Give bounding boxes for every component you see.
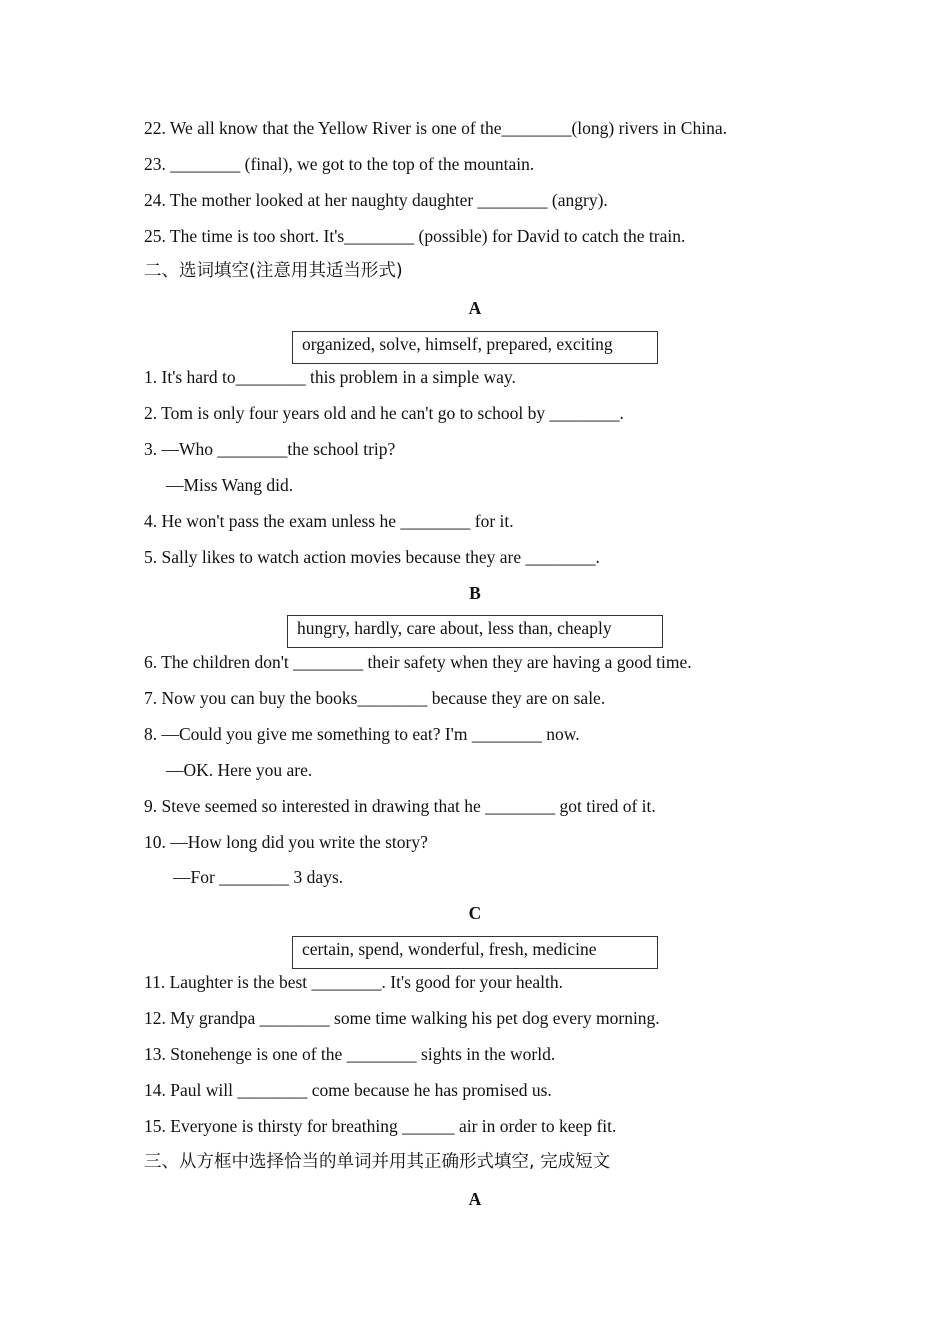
question-25: 25. The time is too short. It's________ (possible) for David to catch the train.	[144, 226, 686, 246]
question-8-answer: —OK. Here you are.	[166, 760, 313, 780]
question-11: 11. Laughter is the best ________. It's good for your health.	[144, 972, 564, 992]
group-a-label: A	[468, 298, 482, 318]
question-24: 24. The mother looked at her naughty daughter ________ (angry).	[144, 190, 608, 210]
question-10-answer: —For ________ 3 days.	[173, 867, 344, 887]
group-b-label: B	[469, 583, 481, 603]
question-13: 13. Stonehenge is one of the ________ sights in the world.	[144, 1044, 556, 1064]
question-1: 1. It's hard to________ this problem in a simple way.	[144, 367, 516, 387]
question-8: 8. —Could you give me something to eat? I'm ________ now.	[144, 724, 580, 744]
question-14: 14. Paul will ________ come because he has promised us.	[144, 1080, 552, 1100]
question-22: 22. We all know that the Yellow River is one of the________(long) rivers in China.	[144, 118, 727, 138]
question-10: 10. —How long did you write the story?	[144, 832, 428, 852]
question-23: 23. ________ (final), we got to the top of the mountain.	[144, 154, 535, 174]
question-9: 9. Steve seemed so interested in drawing that he ________ got tired of it.	[144, 796, 656, 816]
question-4: 4. He won't pass the exam unless he ________ for it.	[144, 511, 514, 531]
question-2: 2. Tom is only four years old and he can't go to school by ________.	[144, 403, 624, 423]
word-bank-b: hungry, hardly, care about, less than, cheaply	[287, 615, 663, 648]
question-5: 5. Sally likes to watch action movies because they are ________.	[144, 547, 600, 567]
question-15: 15. Everyone is thirsty for breathing ______ air in order to keep fit.	[144, 1116, 617, 1136]
question-3-answer: —Miss Wang did.	[166, 475, 294, 495]
section-3-title: 三、从方框中选择恰当的单词并用其正确形式填空, 完成短文	[144, 1152, 611, 1172]
group-c-label: C	[468, 903, 482, 923]
question-12: 12. My grandpa ________ some time walking his pet dog every morning.	[144, 1008, 660, 1028]
word-bank-c: certain, spend, wonderful, fresh, medicine	[292, 936, 658, 969]
question-7: 7. Now you can buy the books________ because they are on sale.	[144, 688, 606, 708]
section-2-title: 二、选词填空(注意用其适当形式)	[144, 261, 403, 281]
section-3-group-a-label: A	[468, 1189, 482, 1209]
question-6: 6. The children don't ________ their safety when they are having a good time.	[144, 652, 692, 672]
word-bank-a: organized, solve, himself, prepared, exciting	[292, 331, 658, 364]
question-3: 3. —Who ________the school trip?	[144, 439, 396, 459]
